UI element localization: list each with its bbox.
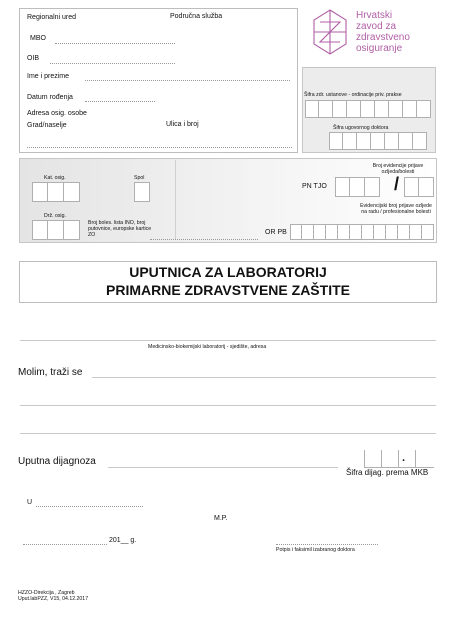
doctor-code-label: Šifra ugovornog doktora (333, 125, 389, 131)
hzzo-logo (308, 8, 438, 58)
request-line-2[interactable] (20, 405, 436, 406)
request-label: Molim, traži se (18, 367, 83, 378)
footer-line-1: HZZO-Direkcija , Zagreb (18, 590, 75, 596)
diagnosis-label: Uputna dijagnoza (18, 456, 96, 467)
sex-cell[interactable] (134, 182, 150, 202)
street-label: Ulica i broj (166, 121, 199, 128)
signature-field[interactable] (276, 544, 378, 545)
or-pb-label: OR PB (265, 229, 287, 236)
logo-line-3: zdravstveno (356, 32, 410, 43)
occupational-label: Evidencijski broj prijave ozljede na radu / profesionalne bolesti (360, 203, 432, 215)
logo-line-1: Hrvatski (356, 10, 393, 21)
title-line-1: UPUTNICA ZA LABORATORIJ (129, 264, 327, 280)
country-cells[interactable] (32, 220, 80, 240)
name-field[interactable] (85, 80, 290, 81)
evidence-slash: / (394, 174, 400, 194)
pn-tjo-label: PN TJO (302, 183, 327, 190)
branch-office-label: Područna služba (170, 13, 223, 20)
place-prefix: U (27, 499, 33, 506)
institution-code-cells[interactable] (305, 100, 431, 118)
evidence-cells-right[interactable] (404, 177, 434, 197)
address-field[interactable] (27, 147, 292, 148)
card-number-field[interactable] (150, 239, 258, 240)
doctor-code-cells[interactable] (329, 132, 427, 150)
oib-label: OIB (27, 55, 40, 62)
date-year: 201__ g. (109, 537, 137, 544)
insured-address-label: Adresa osig. osobe (27, 110, 87, 117)
category-label: Kat. osig. (44, 175, 66, 181)
lab-address-label: Medicinsko-biokemijski laboratorij - sjedište, adresa (148, 344, 267, 350)
insurance-divider (175, 160, 176, 240)
mkb-label: Šifra dijag. prema MKB (346, 468, 429, 477)
evidence-cells-left[interactable] (335, 177, 380, 197)
mbo-field[interactable] (55, 43, 175, 44)
mkb-dot: . (402, 452, 406, 464)
stamp-label: M.P. (214, 515, 228, 522)
lab-address-line[interactable] (20, 340, 436, 341)
hzzo-logo-icon (310, 8, 350, 56)
request-line-3[interactable] (20, 433, 436, 434)
name-label: Ime i prezime (27, 73, 70, 80)
diagnosis-line[interactable] (108, 467, 338, 468)
country-label: Drž. osig. (44, 213, 66, 219)
sex-label: Spol (134, 175, 145, 181)
request-line-1[interactable] (92, 377, 436, 378)
birth-date-label: Datum rođenja (27, 94, 73, 101)
logo-line-2: zavod za (356, 21, 397, 32)
category-cells[interactable] (32, 182, 80, 202)
institution-code-label: Šifra zdr. ustanove - ordinacije priv. prakse (304, 92, 402, 98)
signature-label: Potpis i faksimil izabranog doktora (276, 547, 355, 553)
mkb-code-cells[interactable] (364, 450, 434, 468)
title-line-2: PRIMARNE ZDRAVSTVENE ZAŠTITE (106, 282, 350, 298)
place-field[interactable] (36, 506, 143, 507)
logo-line-4: osiguranje (356, 43, 403, 54)
regional-office-label: Regionalni ured (27, 14, 77, 21)
evidence-label: Broj evidencije prijave ozljeda/bolesti (372, 163, 424, 175)
mbo-label: MBO (30, 35, 46, 42)
city-label: Grad/naselje (27, 122, 67, 129)
footer-line-2: Uput.labPZZ, V15, 04.12.2017 (18, 596, 89, 602)
birth-date-field[interactable] (85, 101, 155, 102)
oib-field[interactable] (50, 63, 175, 64)
occupational-cells[interactable] (290, 224, 434, 240)
date-field[interactable] (23, 544, 107, 545)
card-number-label: Broj boles. lista INO, broj putovnice, europske kartice ZO (88, 220, 152, 238)
